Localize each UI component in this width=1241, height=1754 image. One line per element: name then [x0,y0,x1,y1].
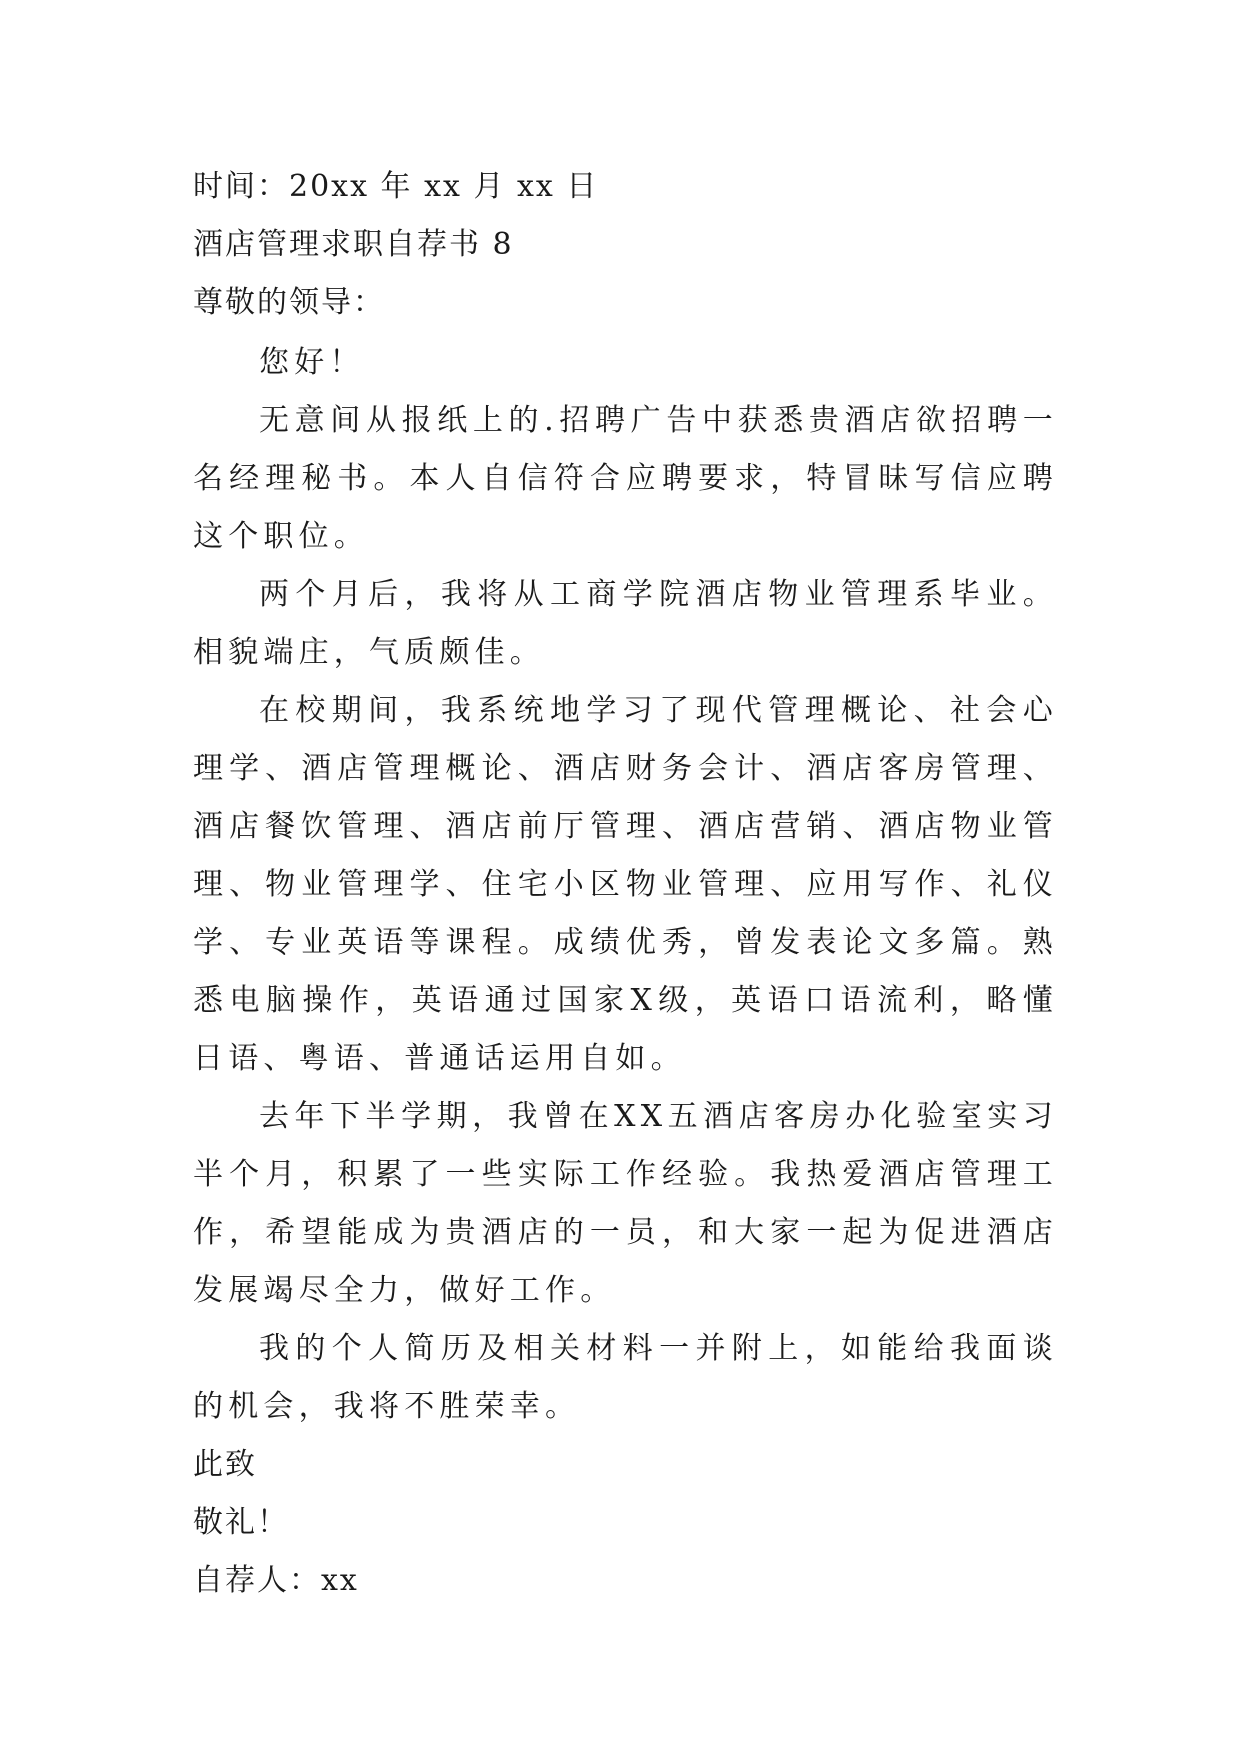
paragraph-1: 无意间从报纸上的.招聘广告中获悉贵酒店欲招聘一名经理秘书。本人自信符合应聘要求，特冒昧写信应聘这个职位。 [193,403,1058,554]
closing-regards: 此致 [193,1447,257,1482]
paragraph-5: 我的个人简历及相关材料一并附上，如能给我面谈的机会，我将不胜荣幸。 [193,1331,1058,1424]
salutation: 尊敬的领导： [193,285,385,320]
greeting: 您好！ [259,345,365,380]
paragraph-3: 在校期间，我系统地学习了现代管理概论、社会心理学、酒店管理概论、酒店财务会计、酒店客房管理、酒店餐饮管理、酒店前厅管理、酒店营销、酒店物业管理、物业管理学、住宅小区物业管理、应用写作、礼仪学、专业英语等课程。成绩优秀，曾发表论文多篇。熟悉电脑操作，英语通过国家X级，英语口语流利，略懂日语、粤语、普通话运用自如。 [193,693,1058,1076]
date-line: 时间：20xx 年 xx 月 xx 日 [193,169,599,204]
signature: 自荐人：xx [193,1563,359,1598]
paragraph-4: 去年下半学期，我曾在XX五酒店客房办化验室实习半个月，积累了一些实际工作经验。我热爱酒店管理工作，希望能成为贵酒店的一员，和大家一起为促进酒店发展竭尽全力，做好工作。 [193,1099,1058,1308]
letter-page [193,158,1058,1610]
closing-salute: 敬礼！ [193,1505,289,1540]
paragraph-2: 两个月后，我将从工商学院酒店物业管理系毕业。相貌端庄，气质颇佳。 [193,577,1058,670]
letter-title: 酒店管理求职自荐书 8 [193,227,514,262]
